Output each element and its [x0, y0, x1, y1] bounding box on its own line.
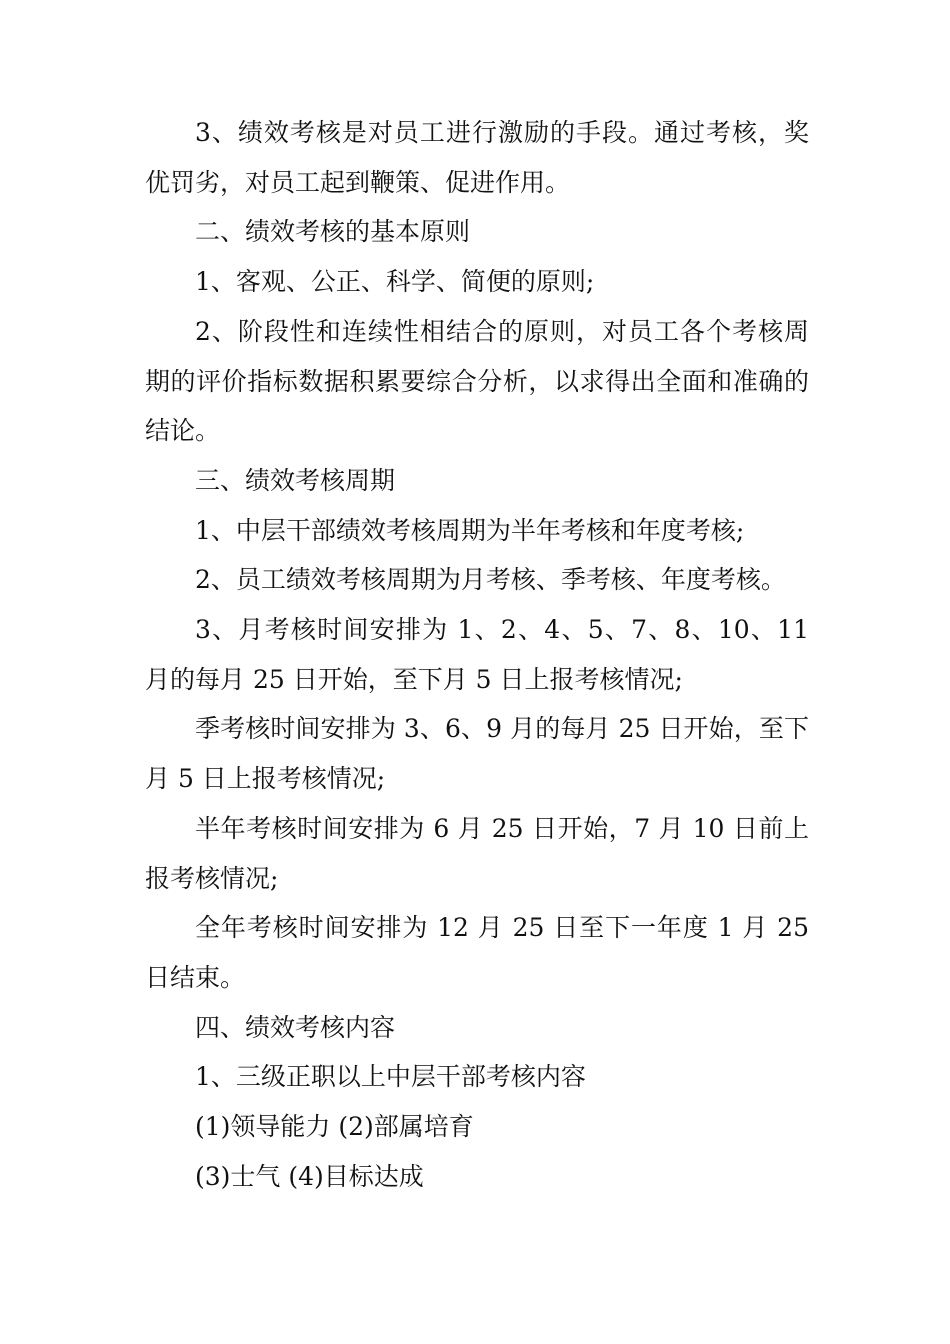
heading-basic-principles: 二、绩效考核的基本原则 — [195, 217, 471, 247]
cycle-employees: 2、员工绩效考核周期为月考核、季考核、年度考核。 — [195, 565, 786, 595]
content-items-1-2: (1)领导能力 (2)部属培育 — [195, 1112, 474, 1142]
heading-evaluation-content: 四、绩效考核内容 — [195, 1012, 396, 1042]
content-items-3-4: (3)士气 (4)目标达成 — [195, 1161, 424, 1191]
heading-evaluation-cycle: 三、绩效考核周期 — [195, 465, 396, 495]
document-body — [145, 108, 809, 1201]
principle-continuity: 2、阶段性和连续性相结合的原则，对员工各个考核周期的评价指标数据积累要综合分析，以求得出全面和准确的结论。 — [145, 316, 809, 446]
schedule-quarterly: 季考核时间安排为 3、6、9 月的每月 25 日开始，至下月 5 日上报考核情况; — [145, 714, 809, 794]
schedule-half-year: 半年考核时间安排为 6 月 25 日开始，7 月 10 日前上报考核情况; — [145, 813, 809, 893]
schedule-monthly: 3、月考核时间安排为 1、2、4、5、7、8、10、11 月的每月 25 日开始，至下月 5 日上报考核情况; — [145, 615, 809, 694]
schedule-annual: 全年考核时间安排为 12 月 25 日至下一年度 1 月 25 日结束。 — [145, 913, 809, 992]
cycle-middle-managers: 1、中层干部绩效考核周期为半年考核和年度考核; — [195, 515, 745, 545]
content-senior-managers: 1、三级正职以上中层干部考核内容 — [195, 1062, 586, 1092]
paragraph-incentive: 3、绩效考核是对员工进行激励的手段。通过考核，奖优罚劣，对员工起到鞭策、促进作用。 — [145, 118, 809, 197]
principle-objective: 1、客观、公正、科学、简便的原则; — [195, 267, 595, 297]
